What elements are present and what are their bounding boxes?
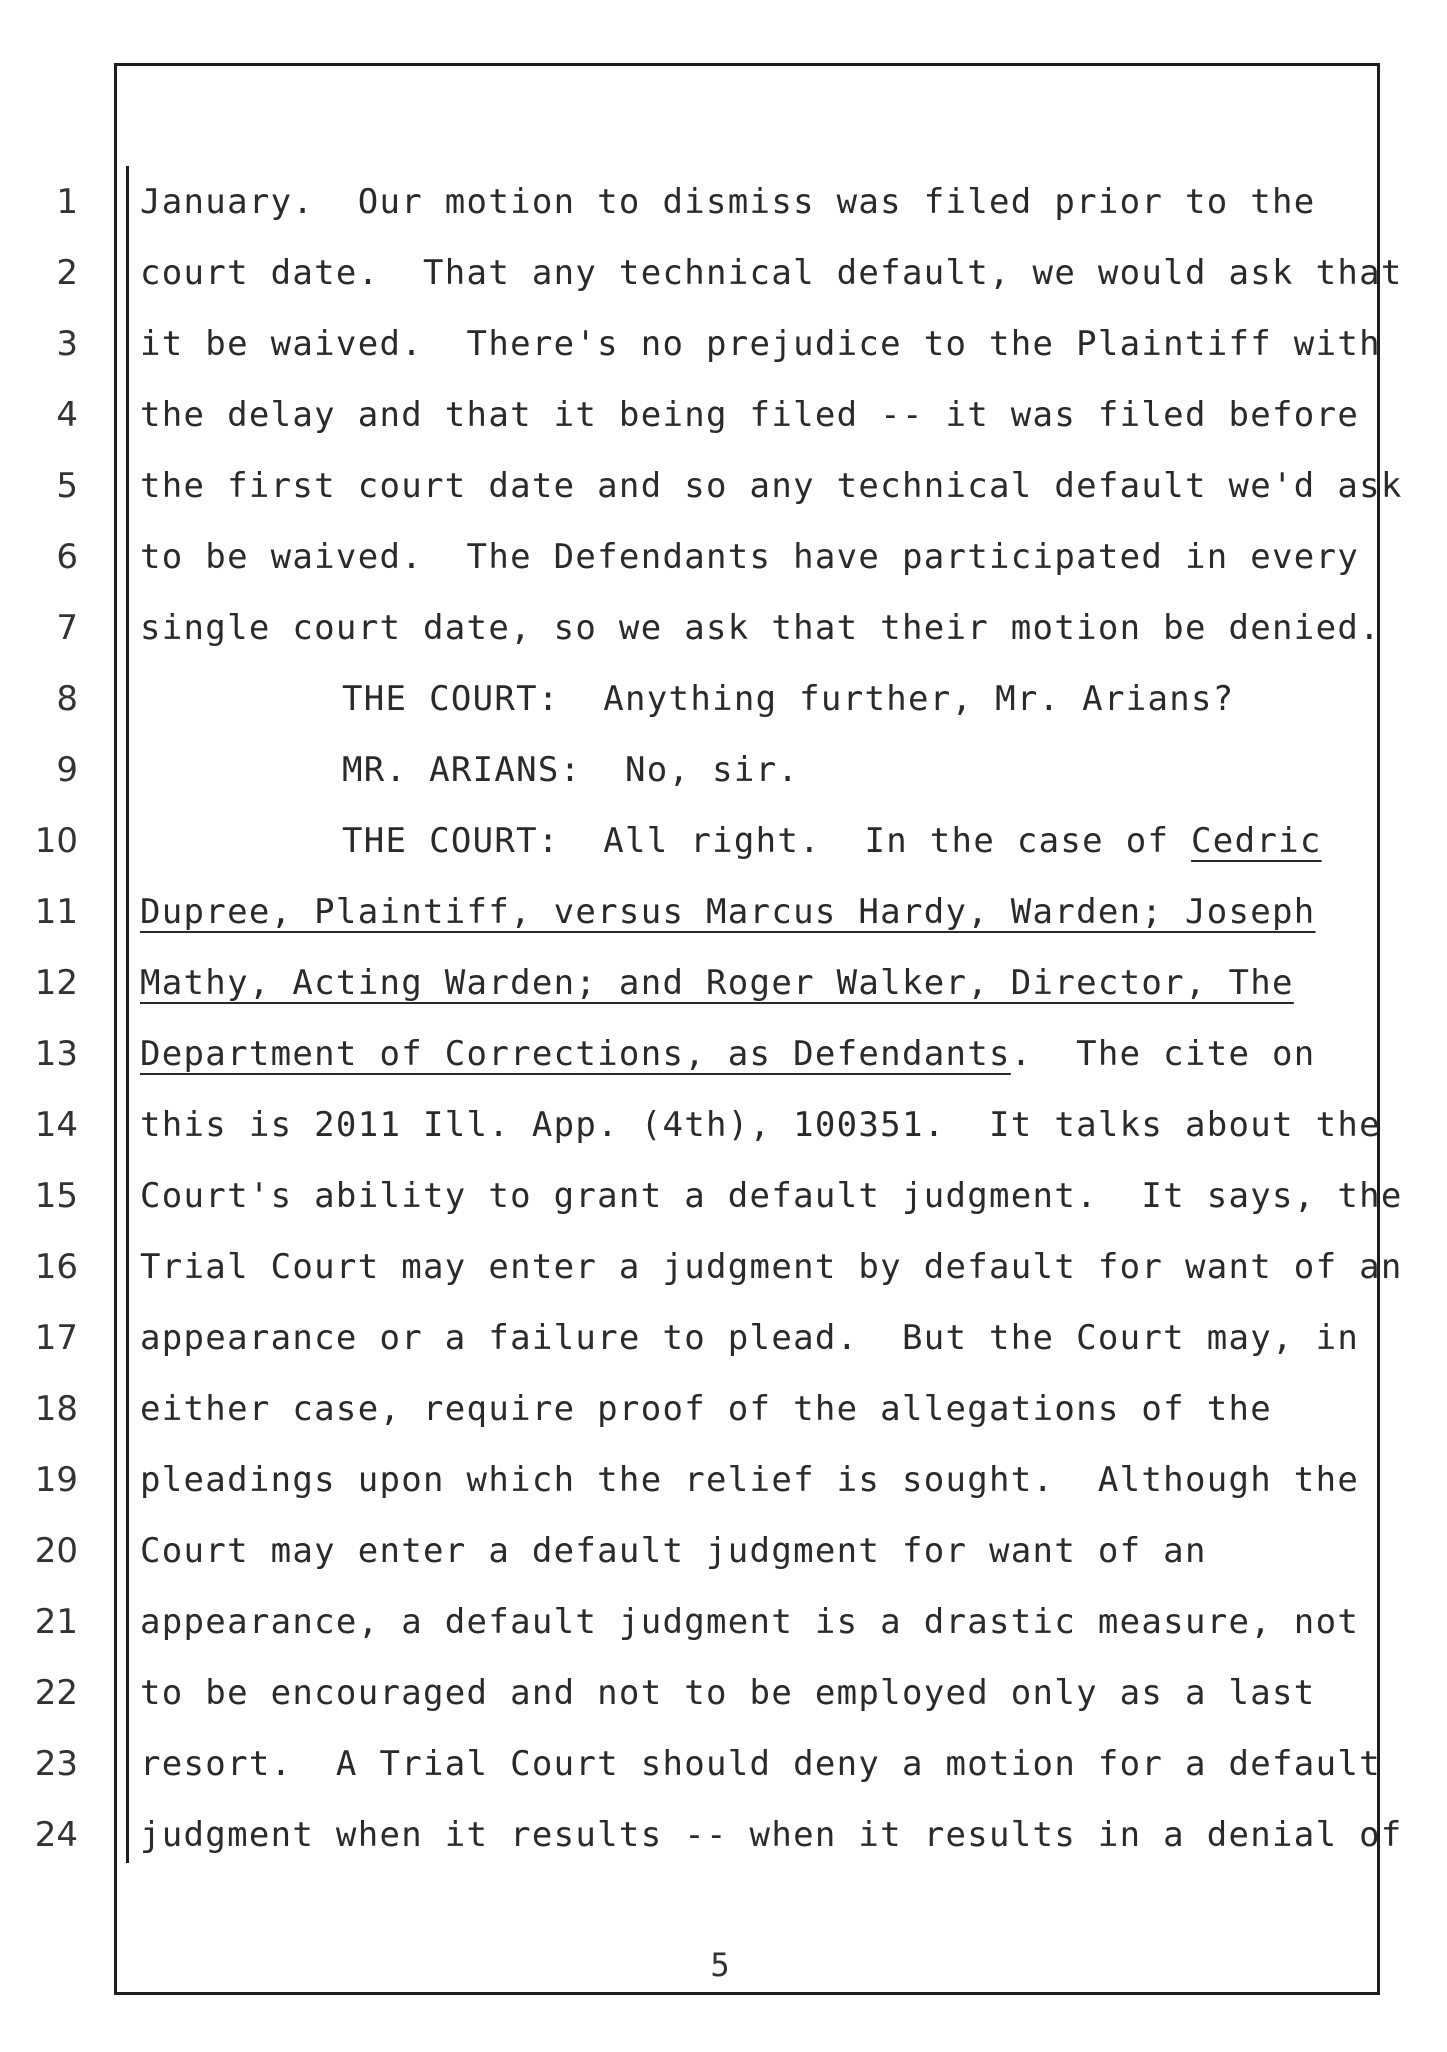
line-number: 13	[34, 1034, 78, 1074]
line-number: 2	[56, 253, 78, 293]
case-name: Mathy, Acting Warden; and Roger Walker, Director, The	[140, 963, 1294, 1003]
line-number: 9	[56, 750, 78, 790]
transcript-line	[140, 892, 1316, 932]
line-number: 1	[56, 182, 78, 222]
line-number: 22	[34, 1673, 78, 1713]
transcript-line: resort. A Trial Court should deny a motion for a default	[140, 1744, 1381, 1784]
transcript-line: the first court date and so any technical default we'd ask	[140, 466, 1403, 506]
transcript-line: either case, require proof of the allegations of the	[140, 1389, 1273, 1429]
line-number: 15	[34, 1176, 78, 1216]
line-number: 21	[34, 1602, 78, 1642]
line-number: 16	[34, 1247, 78, 1287]
line-text-segment: . The cite on	[1010, 1034, 1316, 1074]
transcript-line: the delay and that it being filed -- it was filed before	[140, 395, 1360, 435]
line-number: 6	[56, 537, 78, 577]
line-number: 8	[56, 679, 78, 719]
transcript-line: Court's ability to grant a default judgment. It says, the	[140, 1176, 1403, 1216]
transcript-line: Court may enter a default judgment for want of an	[140, 1531, 1207, 1571]
transcript-line: it be waived. There's no prejudice to the Plaintiff with	[140, 324, 1381, 364]
transcript-line: Trial Court may enter a judgment by default for want of an	[140, 1247, 1403, 1287]
line-number: 14	[34, 1105, 78, 1145]
line-number: 12	[34, 963, 78, 1003]
line-number: 19	[34, 1460, 78, 1500]
case-name: Department of Corrections, as Defendants	[140, 1034, 1011, 1074]
margin-rule	[126, 166, 129, 1863]
transcript-line: judgment when it results -- when it results in a denial of	[140, 1815, 1403, 1855]
line-number: 11	[34, 892, 78, 932]
line-number: 10	[34, 821, 78, 861]
transcript-line: court date. That any technical default, we would ask that	[140, 253, 1403, 293]
line-number: 3	[56, 324, 78, 364]
line-number: 24	[34, 1815, 78, 1855]
page-number: 5	[710, 1946, 730, 1984]
transcript-line	[140, 1034, 1316, 1074]
transcript-line: this is 2011 Ill. App. (4th), 100351. It talks about the	[140, 1105, 1381, 1145]
line-number: 7	[56, 608, 78, 648]
transcript-line: to be waived. The Defendants have participated in every	[140, 537, 1360, 577]
transcript-line: to be encouraged and not to be employed only as a last	[140, 1673, 1316, 1713]
transcript-line	[140, 963, 1294, 1003]
transcript-line: pleadings upon which the relief is sought. Although the	[140, 1460, 1360, 1500]
transcript-line: appearance or a failure to plead. But the Court may, in	[140, 1318, 1360, 1358]
line-number: 5	[56, 466, 78, 506]
transcript-line	[342, 821, 1322, 861]
transcript-line: January. Our motion to dismiss was filed prior to the	[140, 182, 1316, 222]
line-text-segment: THE COURT: All right. In the case of	[342, 821, 1192, 861]
line-number: 17	[34, 1318, 78, 1358]
line-number: 18	[34, 1389, 78, 1429]
case-name: Dupree, Plaintiff, versus Marcus Hardy, Warden; Joseph	[140, 892, 1316, 932]
transcript-line: MR. ARIANS: No, sir.	[342, 750, 800, 790]
case-name: Cedric	[1191, 821, 1322, 861]
transcript-line: THE COURT: Anything further, Mr. Arians?	[342, 679, 1235, 719]
transcript-line: appearance, a default judgment is a drastic measure, not	[140, 1602, 1360, 1642]
line-number: 4	[56, 395, 78, 435]
line-number: 23	[34, 1744, 78, 1784]
line-number: 20	[34, 1531, 78, 1571]
transcript-line: single court date, so we ask that their motion be denied.	[140, 608, 1381, 648]
